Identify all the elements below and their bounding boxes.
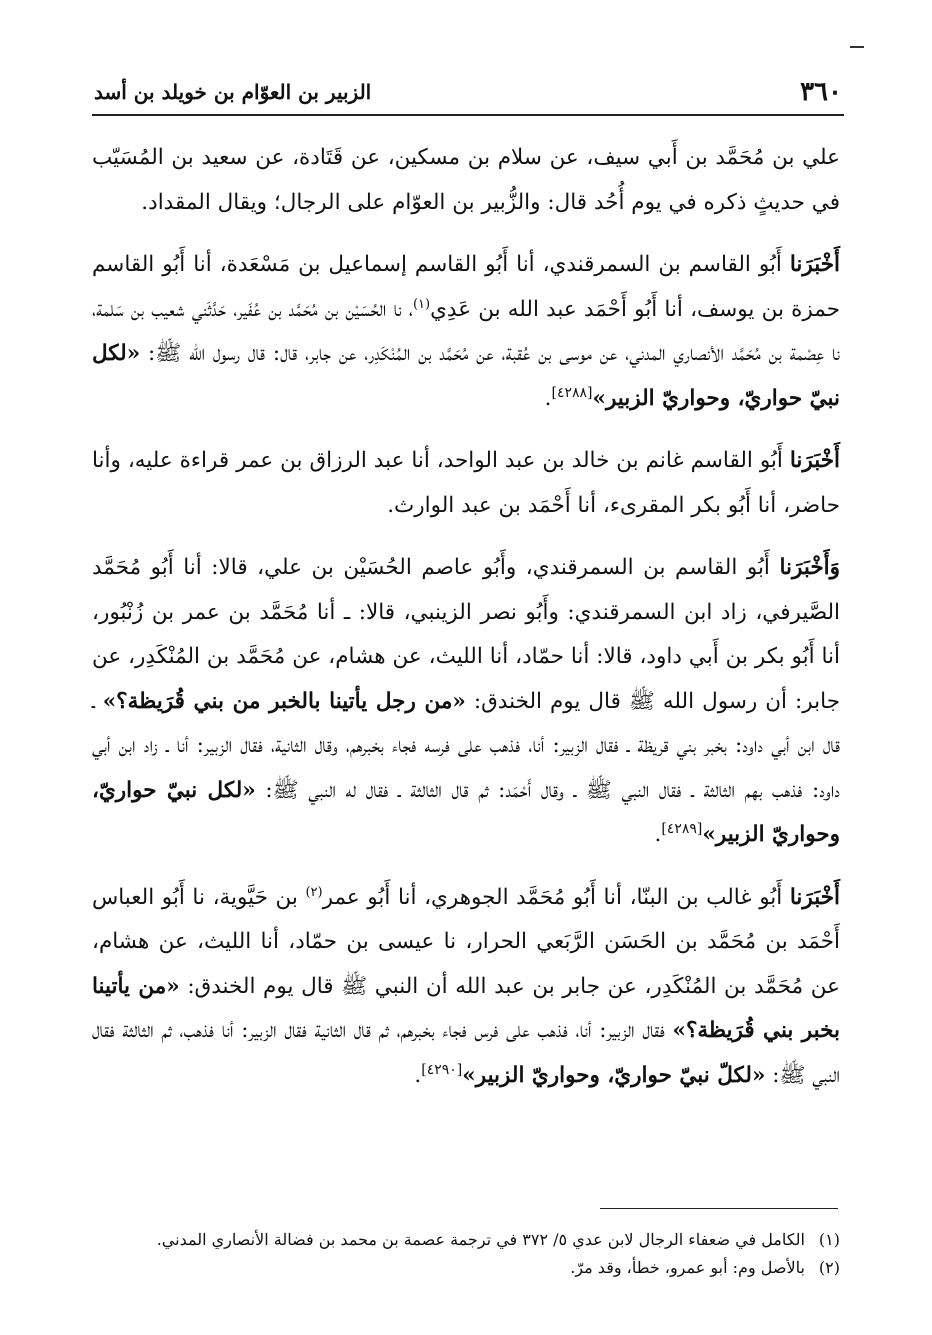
paragraph-text: أَبُو غالب بن البنّا، أنا أَبُو مُحَمَّد الجوهري، أنا أَبُو عمر [322,884,790,910]
page-number: ٣٦٠ [800,77,842,107]
footnote-number: (٢) [818,1258,840,1277]
footnote-text: الكامل في ضعفاء الرجال لابن عدي ٥/ ٣٧٢ في ترجمة عصمة بن محمد بن فضالة الأنصاري المدني. [156,1230,805,1249]
paragraph-text: ـ قال ابن أبي داود: بخبر بني قريظة ـ فقال الزبير: أنا، فذهب على فرسه فجاء بخبرهم، وقال الثانية، فقال الزبير: أنا ـ زاد ابن أبي داود: فذهب بهم الثالثة ـ فقال النبي ﷺ ـ وقال أَحْمَد: ثم قال الثالثة ـ فقال له النبي ﷺ: [92,688,840,803]
paragraph-4 [92,546,840,858]
paragraph-text: ، نا الحُسَيْن بن مُحَمَّد بن عُفَير، حَدَّثَني شعيب بن سَلمة، نا عِصْمة بن مُحَمَّد الأنصاري المدني، عن موسى بن عُقبة، عن مُحَمَّد بن المُنْكَدِر، عن جابر، قال: قال رسول الله ﷺ: [92,296,840,366]
paragraph-lead: أَخْبَرَنا [789,252,840,277]
reference-number: [٤٢٨٨] [551,384,593,401]
footnote-item [92,1226,840,1254]
hadith-quote: «من يأتينا بخبر بني قُرَيظة؟» [92,973,840,1043]
footnotes [92,1226,840,1282]
paragraph-end: . [654,822,662,847]
hadith-quote: «لكل نبيّ حواريّ، وحواريّ الزبير» [92,341,840,411]
reference-number: [٤٢٨٩] [661,820,703,837]
paragraph-text: أَبُو القاسم غانم بن خالد بن عبد الواحد، أنا عبد الرزاق بن عمر قراءة عليه، وأنا حاضر، أنا أَبُو بكر المقرىء، أنا أَحْمَد بن عبد الوارث. [92,448,840,518]
footnote-marker: (٢) [305,884,323,900]
footnote-marker: (١) [412,296,431,312]
paragraph-lead: أَخْبَرَنا [789,448,840,473]
page-header [94,72,842,112]
header-rule [92,114,844,116]
footnote-rule [600,1208,838,1209]
paragraph-5 [92,876,840,1099]
paragraph-text: أَبُو القاسم بن السمرقندي، وأَبُو عاصم الحُسَيْن بن علي، قالا: أنا أَبُو مُحَمَّد الصَّيرفي، زاد ابن السمرقندي: وأَبُو نصر الزينبي، قالا: ـ أنا مُحَمَّد بن عمر بن زُنْبُور، أنا أَبُو بكر بن أَبي داود، قالا: أنا حمّاد، أنا الليث، عن هشام، عن مُحَمَّد بن المُنْكَدِر، عن جابر: أن رسول الله ﷺ قال يوم الخندق: [92,555,840,714]
paragraph-2 [92,243,840,421]
paragraph-text: علي بن مُحَمَّد بن أَبي سيف، عن سلام بن مسكين، عن قَتَادة، عن سعيد بن المُسَيّب في حديثٍ ذكره في يوم أُحُد قال: والزُّبير بن العوّام على الرجال؛ ويقال المقداد. [92,145,840,215]
paragraph-end: . [414,1062,422,1088]
paragraph-end: . [544,385,552,411]
main-text [92,136,840,1116]
footnote-text: بالأصل وم: أبو عمرو، خطأ، وقد مرّ. [570,1258,805,1277]
footnote-item [92,1254,840,1282]
hadith-quote: «لكلّ نبيّ حواريّ، وحواريّ الزبير» [462,1062,766,1088]
reference-number: [٤٢٩٠] [421,1061,463,1078]
paragraph-3 [92,439,840,528]
footnote-number: (١) [818,1230,840,1249]
paragraph-text: فقال الزبير: أنا، فذهب على فرس فجاء بخبرهم، ثم قال الثانية فقال الزبير: أنا فذهب، ثم الثالثة فقال النبي ﷺ: [92,1018,840,1088]
hadith-quote: «من رجل يأتينا بالخبر من بني قُرَيظة؟» [102,688,466,714]
hadith-quote: «لكل نبيّ حواريّ، وحواريّ الزبير» [92,777,840,847]
paragraph-lead: أَخْبَرَنا [789,884,841,910]
paragraph-1 [92,136,840,225]
corner-mark [850,46,864,48]
running-title: الزبير بن العوّام بن خويلد بن أسد [94,80,372,104]
paragraph-text: بن حَيَّوية، نا أَبُو العباس أَحْمَد بن مُحَمَّد بن الحَسَن الرَّبَعي الحرار، نا عيسى بن حمّاد، أنا الليث، عن هشام، عن مُحَمَّد بن المُنْكَدِر، عن جابر بن عبد الله أن النبي ﷺ قال يوم الخندق: [92,884,841,999]
paragraph-lead: وَأَخْبَرَنا [779,555,840,580]
paragraph-text: أَبُو القاسم بن السمرقندي، أنا أَبُو القاسم إسماعيل بن مَسْعَدة، أنا أَبُو القاسم حمزة بن يوسف، أنا أَبُو أَحْمَد عبد الله بن عَدِي [92,252,840,322]
